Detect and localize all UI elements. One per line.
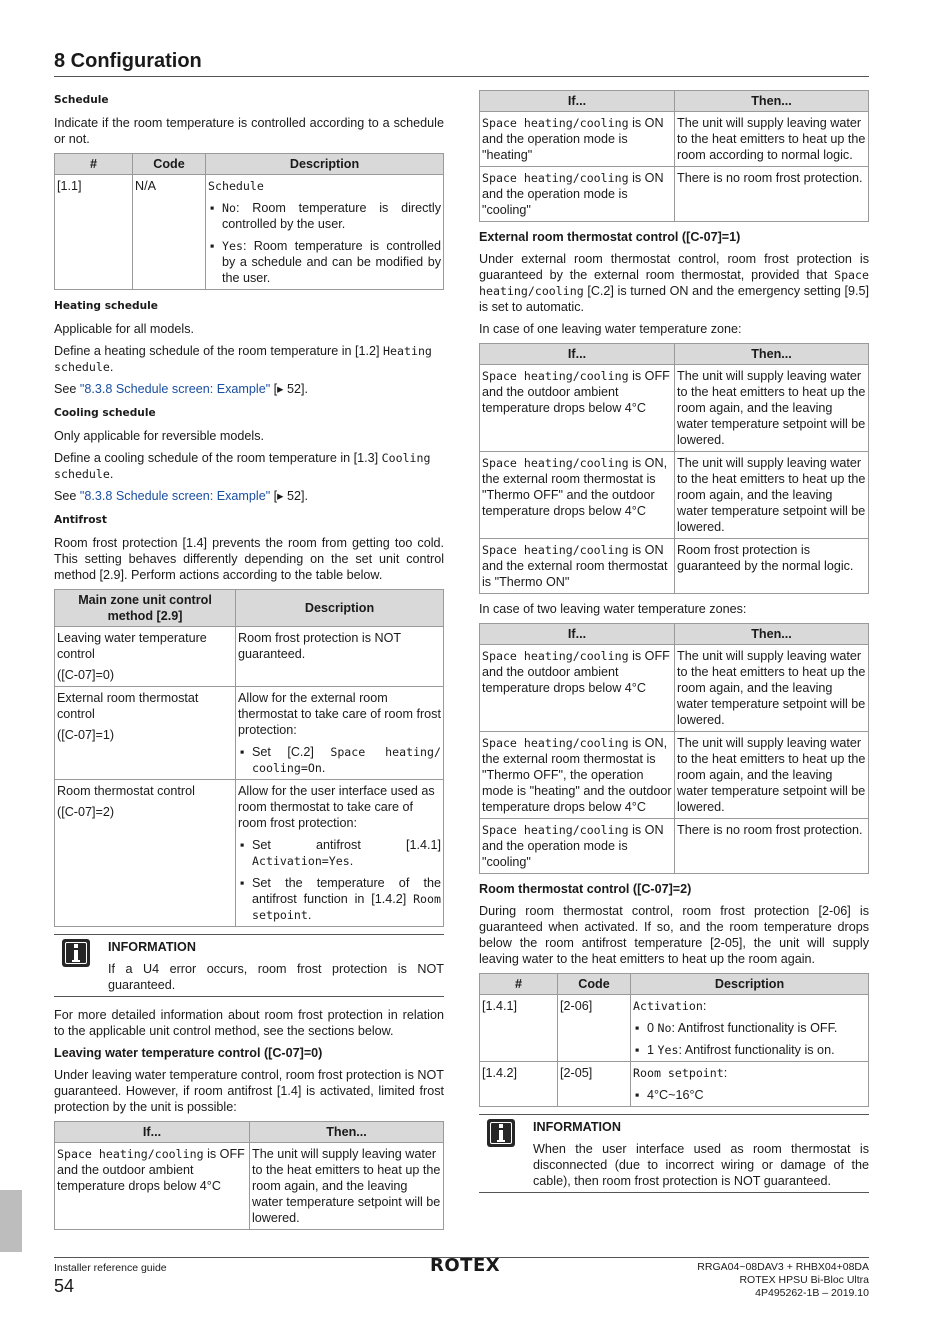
schedule-screen-link[interactable]: "8.3.8 Schedule screen: Example"	[79, 382, 271, 396]
one-zone-label: In case of one leaving water temperature zone:	[479, 322, 742, 336]
room-thermostat-intro: During room thermostat control, room frost protection [2-06] is guaranteed when activated. If so, and the room temperature drops below the room antifrost temperature [2-05], the unit will supply leaving water to the heat emitters to heat up the room again.	[479, 904, 869, 966]
heating-schedule-applicable: Applicable for all models.	[54, 322, 195, 336]
table-row: Room thermostat control ([C-07]=2) Allow for the user interface used as room thermostat to take care of room frost protection: ▪ Set antifrost [1.4.1] Activation=Yes. ▪ Set the temperature of the antifrost function in [1.4.2] Room setpoint.	[55, 780, 444, 927]
cooling-schedule-heading: Cooling schedule	[54, 407, 156, 419]
antifrost-intro: Room frost protection [1.4] prevents the room from getting too cold. This setting behaves differently depending on the set unit control method [2.9]. Perform actions according to the table below.	[54, 536, 444, 582]
right-column	[479, 90, 869, 1203]
setting-code: N/A	[133, 175, 206, 290]
lwt-control-table	[54, 1121, 444, 1230]
option-text: : Room temperature is controlled by a schedule and can be modified by the user.	[222, 239, 441, 285]
table-header: Then...	[675, 344, 869, 365]
table-header: If...	[480, 344, 675, 365]
cooling-schedule-define: Define a cooling schedule of the room temperature in [1.3] Cooling schedule.	[54, 451, 431, 481]
table-row: Space heating/cooling is ON and the operation mode is "cooling" There is no room frost protection.	[480, 819, 869, 874]
schedule-heading: Schedule	[54, 94, 109, 106]
page-number: 54	[54, 1276, 75, 1296]
room-thermostat-table	[479, 973, 869, 1107]
option-code: Yes	[222, 239, 243, 253]
setting-description: Schedule ▪ No: Room temperature is directly controlled by the user. ▪ Yes: Room temperature is controlled by a schedule and can be modified by the user.	[206, 175, 444, 290]
option-text: : Room temperature is directly controlled by the user.	[222, 201, 441, 231]
ext-thermostat-heading: External room thermostat control ([C-07]=1)	[479, 230, 741, 244]
footer-doc-id: 4P495262-1B – 2019.10	[755, 1287, 869, 1299]
table-row: [1.4.1] [2-06] Activation: ▪ 0 No: Antifrost functionality is OFF. ▪ 1 Yes: Antifrost functionality is on.	[480, 995, 869, 1062]
two-zone-table	[479, 623, 869, 874]
schedule-screen-link[interactable]: "8.3.8 Schedule screen: Example"	[79, 489, 271, 503]
table-row: Space heating/cooling is OFF and the outdoor ambient temperature drops below 4°C The unit will supply leaving water to the heat emitters to heat up the room again, and the leaving water temperature setpoint will be lowered.	[55, 1143, 444, 1230]
table-header: Description	[236, 590, 444, 627]
title-rule	[54, 76, 869, 77]
setting-name: Schedule	[208, 179, 264, 193]
footer-doc-info	[697, 1261, 869, 1300]
table-row: Space heating/cooling is ON, the external room thermostat is "Thermo OFF", the operation mode is "heating" and the outdoor temperature drops below 4°C The unit will supply leaving water to the heat emitters to heat up the room again, and the leaving water temperature setpoint will be lowered.	[480, 732, 869, 819]
table-header: If...	[480, 624, 675, 645]
footer-product: ROTEX HPSU Bi-Bloc Ultra	[739, 1274, 869, 1286]
heating-schedule-define: Define a heating schedule of the room temperature in [1.2] Heating schedule.	[54, 344, 432, 374]
table-row: External room thermostat control ([C-07]=1) Allow for the external room thermostat to take care of room frost protection: ▪ Set [C.2] Space heating/ cooling=On.	[55, 687, 444, 780]
table-row: Space heating/cooling is ON, the external room thermostat is "Thermo OFF" and the outdoor temperature drops below 4°C The unit will supply leaving water to the heat emitters to heat up the room again, and the leaving water temperature setpoint will be lowered.	[480, 452, 869, 539]
table-header: Main zone unit control method [2.9]	[55, 590, 236, 627]
lwt-control-intro: Under leaving water temperature control, room frost protection is NOT guaranteed. However, if room antifrost [1.4] is activated, limited frost protection by the unit is possible:	[54, 1068, 444, 1114]
antifrost-table	[54, 589, 444, 927]
table-row: Space heating/cooling is OFF and the outdoor ambient temperature drops below 4°C The unit will supply leaving water to the heat emitters to heat up the room again, and the leaving water temperature setpoint will be lowered.	[480, 645, 869, 732]
two-zone-label: In case of two leaving water temperature zones:	[479, 602, 747, 616]
heating-schedule-heading: Heating schedule	[54, 300, 158, 312]
information-title: INFORMATION	[108, 940, 196, 954]
table-header: Code	[558, 974, 631, 995]
information-text: When the user interface used as room thermostat is disconnected (due to incorrect wiring or damage of the cable), then room frost protection is NOT guaranteed.	[533, 1142, 869, 1188]
antifrost-more-info: For more detailed information about room frost protection in relation to the applicable unit control method, see the sections below.	[54, 1008, 444, 1038]
rotex-logo: ROTEX	[430, 1255, 501, 1276]
information-icon	[487, 1119, 515, 1147]
table-header: Description	[206, 154, 444, 175]
table-header: Then...	[675, 91, 869, 112]
information-title: INFORMATION	[533, 1120, 621, 1134]
table-header: If...	[480, 91, 675, 112]
schedule-table	[54, 153, 444, 290]
cooling-schedule-applicable: Only applicable for reversible models.	[54, 429, 264, 443]
information-icon	[62, 939, 90, 967]
schedule-intro: Indicate if the room temperature is controlled according to a schedule or not.	[54, 116, 444, 146]
table-header: Then...	[250, 1122, 444, 1143]
table-header: #	[480, 974, 558, 995]
table-header: #	[55, 154, 133, 175]
page-title: 8 Configuration	[54, 50, 202, 72]
table-header: Code	[133, 154, 206, 175]
setting-number: [1.1]	[55, 175, 133, 290]
table-header: If...	[55, 1122, 250, 1143]
table-row: Leaving water temperature control ([C-07]=0) Room frost protection is NOT guaranteed.	[55, 627, 444, 687]
ext-thermostat-intro: Under external room thermostat control, room frost protection is guaranteed by the external room thermostat, provided that Space heating/cooling [C.2] is turned ON and the emergency setting [9.5] is set to automatic.	[479, 252, 869, 314]
heating-schedule-see: See "8.3.8 Schedule screen: Example" [▸ 52].	[54, 382, 309, 396]
chapter-side-tab	[0, 1190, 22, 1252]
table-row: [1.4.2] [2-05] Room setpoint: ▪ 4°C~16°C	[480, 1062, 869, 1107]
lwt-control-heading: Leaving water temperature control ([C-07]=0)	[54, 1046, 323, 1060]
table-row: Space heating/cooling is OFF and the outdoor ambient temperature drops below 4°C The unit will supply leaving water to the heat emitters to heat up the room again, and the leaving water temperature setpoint will be lowered.	[480, 365, 869, 452]
table-header: Then...	[675, 624, 869, 645]
left-column	[54, 88, 444, 1237]
cooling-schedule-see: See "8.3.8 Schedule screen: Example" [▸ 52].	[54, 489, 309, 503]
table-row: Space heating/cooling is ON and the operation mode is "cooling" There is no room frost protection.	[480, 167, 869, 222]
antifrost-heading: Antifrost	[54, 514, 107, 526]
table-row: Space heating/cooling is ON and the external room thermostat is "Thermo ON" Room frost protection is guaranteed by the normal logic.	[480, 539, 869, 594]
footer-guide-label: Installer reference guide	[54, 1262, 167, 1274]
table-row	[55, 175, 444, 290]
information-text: If a U4 error occurs, room frost protection is NOT guaranteed.	[108, 962, 444, 992]
one-zone-table	[479, 343, 869, 594]
information-box	[54, 934, 444, 997]
room-thermostat-heading: Room thermostat control ([C-07]=2)	[479, 882, 692, 896]
table-row: Space heating/cooling is ON and the operation mode is "heating" The unit will supply leaving water to the heat emitters to heat up the room according to normal logic.	[480, 112, 869, 167]
table-header: Description	[631, 974, 869, 995]
lwt-control-table-continued	[479, 90, 869, 222]
footer-model: RRGA04~08DAV3 + RHBX04+08DA	[697, 1261, 869, 1273]
information-box	[479, 1114, 869, 1193]
option-code: No	[222, 201, 236, 215]
